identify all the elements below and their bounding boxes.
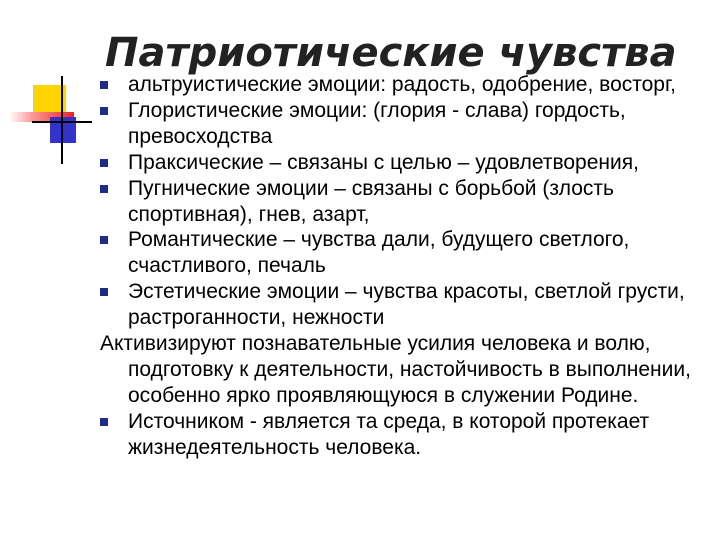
bullet-square-icon [100, 185, 108, 193]
list-item [100, 72, 715, 98]
list-item-text: Глористические эмоции: (глория - слава) гордость, превосходства [128, 98, 626, 148]
list-item [100, 98, 715, 150]
bullet-square-icon [100, 81, 108, 89]
list-item [100, 409, 715, 461]
list-item-text: Эстетические эмоции – чувства красоты, светлой грусти, растроганности, нежности [128, 280, 685, 330]
list-item [100, 279, 715, 331]
bullet-square-icon [100, 288, 108, 296]
bullet-square-icon [100, 418, 108, 426]
list-item [100, 176, 715, 228]
content-body [100, 72, 715, 461]
bullet-square-icon [100, 159, 108, 167]
summary-paragraph: Активизируют познавательные усилия человека и волю, подготовку к деятельности, настойчивость в выполнении, особенно ярко проявляющуюся в служении Родине. [100, 332, 691, 407]
bullet-square-icon [100, 236, 108, 244]
list-item [100, 227, 715, 279]
page-title: Патриотические чувства [105, 30, 677, 76]
list-item-text: Источником - является та среда, в которой протекает жизнедеятельность человека. [128, 409, 650, 459]
list-item-text: Праксические – связаны с целью – удовлетворения, [128, 150, 639, 174]
decorative-horizontal-line [32, 121, 92, 123]
list-item [100, 150, 715, 176]
list-item-text: альтруистические эмоции: радость, одобрение, восторг, [128, 73, 676, 96]
list-item-text: Романтические – чувства дали, будущего светлого, счастливого, печаль [128, 228, 630, 278]
list-item-text: Пугнические эмоции – связаны с борьбой (злость спортивная), гнев, азарт, [128, 176, 614, 226]
bullet-square-icon [100, 107, 108, 115]
decorative-vertical-line [61, 76, 63, 164]
